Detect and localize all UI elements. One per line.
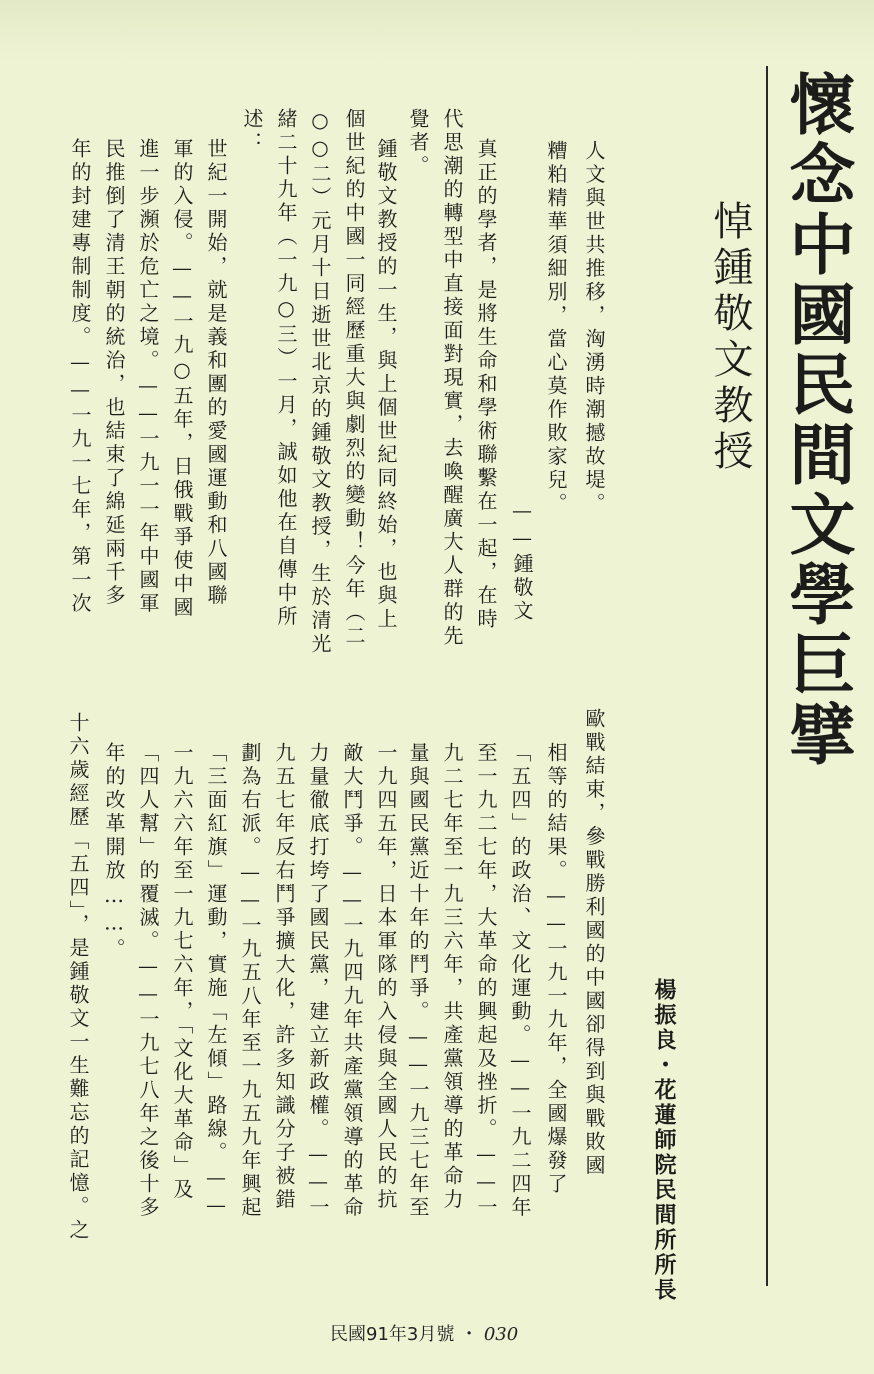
block-quote-column: 劃為右派。——一九五八年至一九五九年興起	[238, 742, 262, 1220]
epigraph-line-2: 糟粕精華須細別，當心莫作敗家兒。	[544, 140, 568, 516]
body-column: 真正的學者，是將生命和學術聯繫在一起，在時	[474, 138, 498, 632]
block-quote-column: 一九四五年，日本軍隊的入侵與全國人民的抗	[374, 742, 398, 1212]
block-quote-column: 進一步瀕於危亡之境。——一九一一年中國軍	[136, 138, 160, 616]
body-column: 緒二十九年（一九○三）一月，誠如他在自傳中所	[274, 108, 298, 629]
body-column: ○○二）元月十日逝世北京的鍾敬文教授，生於清光	[308, 108, 332, 657]
block-quote-column: 世紀一開始，就是義和團的愛國運動和八國聯	[204, 138, 228, 608]
issue-label: 民國91年3月號	[330, 1324, 455, 1345]
body-column: 個世紀的中國一同經歷重大與劇烈的變動！今年（二	[342, 108, 366, 649]
block-quote-column: 九二七年至一九三六年，共產黨領導的革命力	[440, 742, 464, 1212]
author-name: 楊振良	[651, 978, 677, 1053]
block-quote-column: 年的改革開放……。	[102, 742, 126, 962]
block-quote-column: 量與國民黨近十年的鬥爭。——一九三七年至	[406, 742, 430, 1220]
page-number: 030	[483, 1324, 519, 1345]
author-affiliation: 花蓮師院民間所所長	[651, 1078, 677, 1303]
epigraph-attribution: ——鍾敬文	[510, 498, 534, 624]
block-quote-column: 敵大鬥爭。——一九四九年共產黨領導的革命	[340, 742, 364, 1220]
block-quote-column: 「四人幫」的覆滅。——一九七八年之後十多	[136, 742, 160, 1220]
block-quote-column: 歐戰結束，參戰勝利國的中國卻得到與戰敗國	[582, 708, 606, 1178]
body-column: 覺者。	[406, 108, 430, 179]
title-divider-line	[766, 66, 768, 1286]
body-column: 述：	[240, 108, 264, 155]
author-byline	[644, 978, 684, 1303]
article-title: 懷念中國民間文學巨擘	[778, 70, 856, 770]
block-quote-column: 民推倒了清王朝的統治，也結束了綿延兩千多	[102, 138, 126, 608]
bleed-through-band	[0, 0, 874, 60]
block-quote-column: 力量徹底打垮了國民黨，建立新政權。——一	[306, 742, 330, 1220]
body-column: 鍾敬文教授的一生，與上個世紀同終始，也與上	[374, 138, 398, 632]
body-column: 代思潮的轉型中直接面對現實，去喚醒廣大人群的先	[440, 108, 464, 649]
block-quote-column: 「五四」的政治、文化運動。——一九二四年	[508, 742, 532, 1220]
byline-separator: ・	[651, 1053, 677, 1078]
epigraph-line-1: 人文與世共推移，洶湧時潮撼故堤。	[582, 140, 606, 516]
block-quote-column: 一九六六年至一九七六年，「文化大革命」及	[170, 742, 194, 1202]
page-footer	[330, 1320, 570, 1350]
block-quote-column: 至一九二七年，大革命的興起及挫折。——一	[474, 742, 498, 1220]
footer-dot: ・	[460, 1324, 479, 1345]
block-quote-column: 年的封建專制制度。——一九一七年，第一次	[68, 138, 92, 616]
block-quote-column: 相等的結果。——一九一九年，全國爆發了	[544, 742, 568, 1197]
block-quote-column: 「三面紅旗」運動，實施「左傾」路線。——	[204, 742, 228, 1220]
block-quote-column: 九五七年反右鬥爭擴大化，許多知識分子被錯	[272, 742, 296, 1212]
body-column: 十六歲經歷「五四」，是鍾敬文一生難忘的記憶。之	[66, 712, 90, 1243]
block-quote-column: 軍的入侵。——一九○五年，日俄戰爭使中國	[170, 138, 194, 620]
article-subtitle: 悼鍾敬文教授	[707, 200, 753, 476]
